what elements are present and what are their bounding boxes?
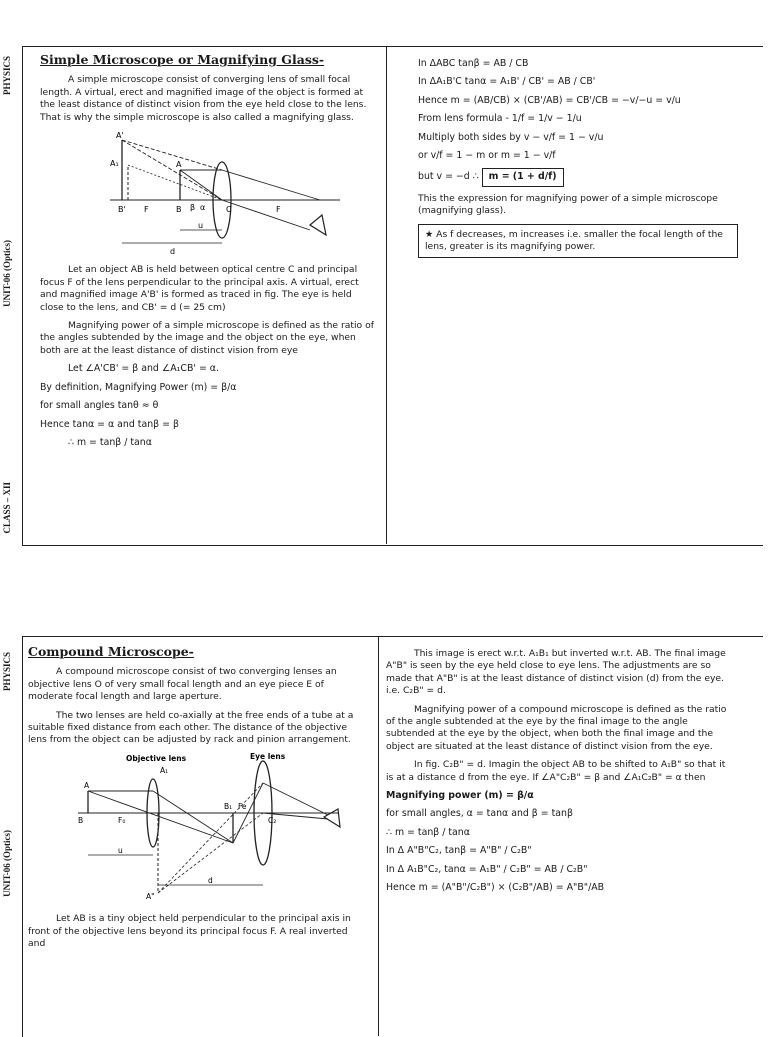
simple-microscope-diagram	[40, 130, 376, 260]
paragraph: In fig. C₂B" = d. Imagin the object AB to be shifted to A₁B" so that it is at a distance d from the eye. If ∠A"C₂B" = β and ∠A₁C₂B" = α then	[386, 759, 726, 783]
page-2-right-column	[386, 648, 730, 901]
equation-line: ∴ m = tanβ / tanα	[68, 436, 152, 448]
compound-microscope-diagram	[28, 753, 366, 903]
label-fo: F₀	[118, 815, 126, 825]
page-2-column-divider	[378, 636, 379, 1036]
label-u: u	[118, 845, 123, 855]
label-d: d	[170, 247, 176, 257]
equation-line: In Δ A₁B"C₂, tanα = A₁B" / C₂B" = AB / C₂B"	[386, 863, 588, 875]
equation-line: ∴ m = tanβ / tanα	[386, 826, 470, 838]
label-b: B	[176, 205, 182, 215]
section-title: Simple Microscope or Magnifying Glass-	[40, 52, 325, 67]
label-beta: β	[190, 203, 196, 213]
equation-line: Multiply both sides by v − v/f = 1 − v/u	[418, 131, 604, 143]
equation-line: Hence m = (A"B"/C₂B") × (C₂B"/AB) = A"B"/AB	[386, 882, 605, 894]
page-2	[0, 632, 768, 1024]
label-b-prime: B'	[118, 205, 126, 215]
label-a1: A₁	[160, 765, 169, 775]
paragraph: This the expression for magnifying power of a simple microscope (magnifying glass).	[418, 192, 718, 217]
ray-2	[153, 791, 233, 843]
eye-icon	[324, 809, 340, 827]
label-fe: Fe	[238, 801, 247, 811]
page-1-left-column	[40, 54, 376, 455]
paragraph: Magnifying power of a compound microscope is defined as the ratio of the angle subtended at the eye by the final image to the angle subtended at the eye by the object, when both the final image and the object are situated at the least distance of distinct vision from the eye.	[386, 703, 727, 752]
side-label-unit: UNIT-06 (Optics)	[2, 830, 12, 897]
page-2-side-labels	[2, 632, 22, 1024]
label-f1: F	[144, 205, 149, 215]
paragraph: A simple microscope consist of converging lens of small focal length. A virtual, erect and magnified image of the object is formed at the least distance of distinct vision from the eye held close to the lens. That is why the simple microscope is also called a magnifying glass.	[40, 74, 367, 123]
ray-6	[222, 200, 310, 230]
label-a: A	[176, 160, 182, 170]
paragraph: A compound microscope consist of two converging lenses an objective lens O of very small focal length and an eye piece E of moderate focal length and large aperture.	[28, 666, 337, 703]
paragraph: The two lenses are held co-axially at the free ends of a tube at a suitable fixed distance from each other. The distance of the objective lens from the object can be adjusted by rack and pinion arrangement.	[28, 709, 354, 746]
equation-line: In Δ A"B"C₂, tanβ = A"B" / C₂B"	[386, 845, 532, 857]
label-eye-lens: Eye lens	[250, 752, 286, 761]
equation-line: or v/f = 1 − m or m = 1 − v/f	[418, 150, 556, 162]
eye-icon	[310, 215, 326, 235]
ray-2	[122, 140, 222, 170]
label-u: u	[198, 221, 204, 231]
label-f2: F	[276, 205, 281, 215]
section-title: Compound Microscope-	[28, 644, 194, 659]
page-2-left-column	[28, 646, 366, 956]
paragraph: Magnifying power of a simple microscope is defined as the ratio of the angles subtended by the image and the object on the eye, when both are at the least distance of distinct vision from eye	[40, 320, 374, 356]
side-label-class: CLASS – XII	[2, 482, 12, 534]
equation-line: Let ∠A'CB' = β and ∠A₁CB' = α.	[68, 363, 219, 375]
paragraph: Let an object AB is held between optical centre C and principal focus F of the lens perpendicular to the principal axis. A virtual, erect and magnified image A'B' is formed as traced in fig. The eye is held close to the lens, and CB' = d (= 25 cm)	[40, 264, 359, 313]
label-alpha: α	[200, 203, 206, 213]
label-a: A	[84, 780, 90, 790]
label-c: C	[226, 205, 232, 215]
paragraph: This image is erect w.r.t. A₁B₁ but inverted w.r.t. AB. The final image A"B" is seen by the eye held close to eye lens. The adjustments are so made that A"B" is at the least distance of distinct vision (d) from the eye. i.e. C₂B" = d.	[386, 648, 726, 697]
equation-line: From lens formula - 1/f = 1/v − 1/u	[418, 113, 582, 125]
page-1-side-labels	[2, 42, 22, 552]
equation-line: In ΔA₁B'C tanα = A₁B' / CB' = AB / CB'	[418, 76, 596, 88]
label-a2: A"	[146, 891, 155, 901]
equation-text: but v = −d ∴	[418, 171, 479, 183]
ray-3	[88, 791, 233, 843]
note-box: ★ As f decreases, m increases i.e. smaller the focal length of the lens, greater is its magnifying power.	[418, 224, 738, 259]
side-label-physics: PHYSICS	[2, 56, 12, 96]
equation-line: By definition, Magnifying Power (m) = β/α	[40, 381, 237, 393]
label-a-prime: A'	[116, 131, 124, 141]
label-b1: B₁	[224, 801, 233, 811]
label-objective-lens: Objective lens	[126, 753, 187, 763]
page-1-right-column	[418, 58, 738, 264]
equation-line	[418, 168, 738, 186]
ray-5	[263, 783, 328, 815]
side-label-physics: PHYSICS	[2, 652, 12, 692]
equation-line: In ΔABC tanβ = AB / CB	[418, 58, 529, 69]
label-c2: C₂	[268, 815, 277, 825]
ray-4	[222, 170, 320, 200]
label-a1: A₁	[110, 159, 119, 169]
paragraph: Let AB is a tiny object held perpendicular to the principal axis in front of the objective lens beyond its principal focus F. A real inverted and	[28, 913, 351, 950]
page-1-column-divider	[386, 46, 387, 544]
magnifying-power-equation: Magnifying power (m) = β/α	[386, 790, 534, 802]
equation-line: Hence tanα = α and tanβ = β	[40, 418, 179, 430]
label-d: d	[208, 875, 213, 885]
result-box: m = (1 + d/f)	[482, 168, 564, 186]
equation-line: for small angles, α = tanα and β = tanβ	[386, 808, 573, 820]
equation-line: Hence m = (AB/CB) × (CB'/AB) = CB'/CB = −v/−u = v/u	[418, 94, 681, 106]
equation-line: for small angles tanθ ≈ θ	[40, 400, 159, 412]
label-b: B	[78, 815, 84, 825]
page-1	[0, 42, 768, 552]
side-label-unit: UNIT-06 (Optics)	[2, 240, 12, 307]
